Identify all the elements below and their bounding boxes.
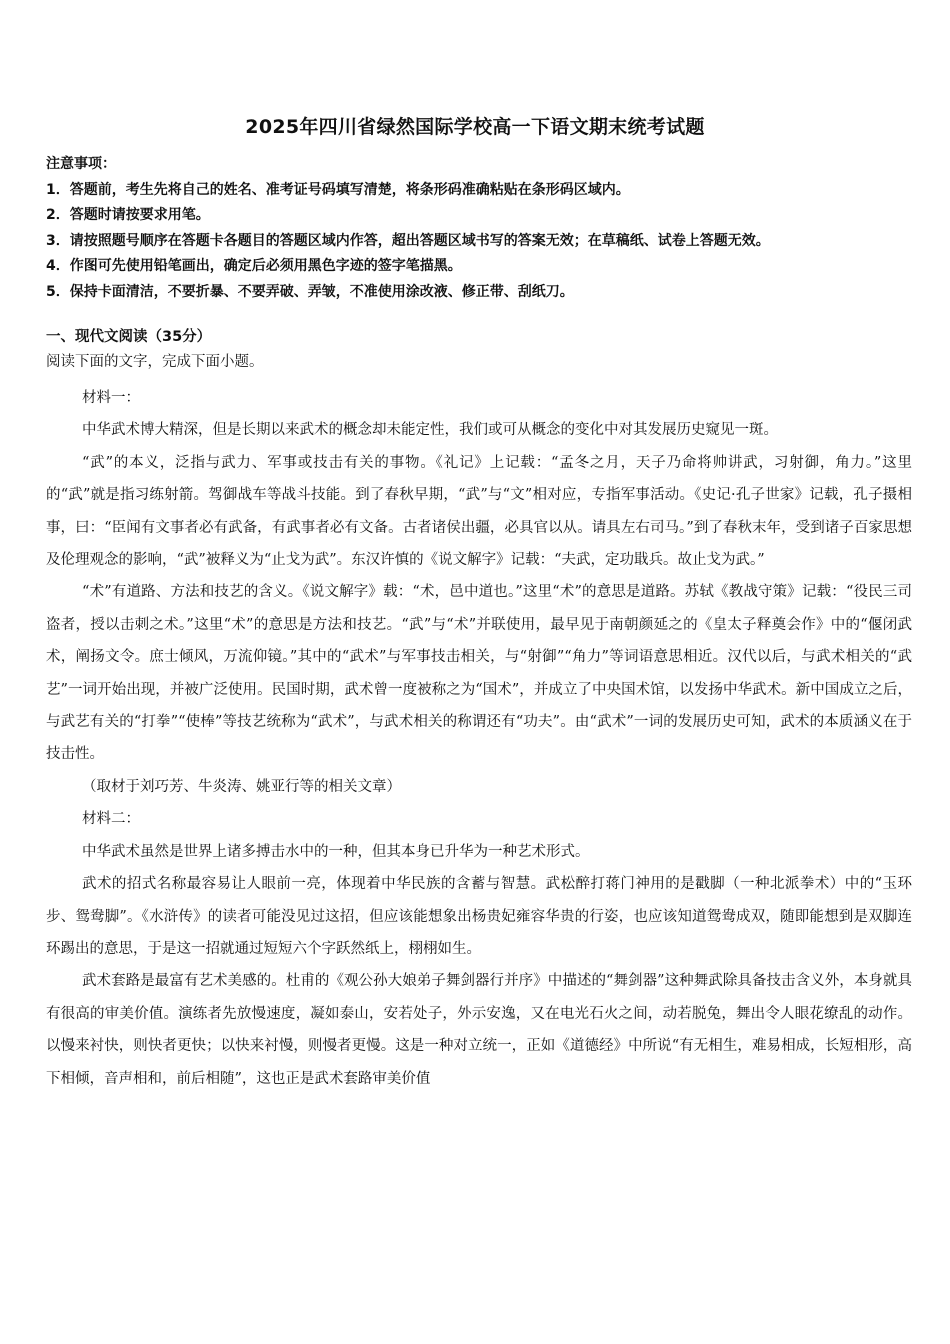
material-2-label: 材料二： <box>82 811 140 828</box>
page-title: 2025年四川省绿然国际学校高一下语文期末统考试题 <box>245 116 705 138</box>
material-2-paragraph-2: 武术的招式名称最容易让人眼前一亮，体现着中华民族的含蓄与智慧。武松醉打蒋门神用的是戳脚（一种北派拳术）中的“玉环步、鸳鸯脚”。《水浒传》的读者可能没见过这招，但应该能想象出杨贵妃雍容华贵的行姿，也应该知道鸳鸯成双，随即能想到是双脚连环踢出的意思，于是这一招就通过短短六个字跃然纸上，栩栩如生。 <box>46 876 912 957</box>
material-1-paragraph-2: “武”的本义，泛指与武力、军事或技击有关的事物。《礼记》上记载：“孟冬之月，天子乃命将帅讲武，习射御，角力。”这里的“武”就是指习练射箭。驾御战车等战斗技能。到了春秋早期，“武”与“文”相对应，专指军事活动。《史记·孔子世家》记载，孔子摄相事，曰：“臣闻有文事者必有武备，有武事者必有文备。古者诸侯出疆，必具官以从。请具左右司马。”到了春秋末年，受到诸子百家思想及伦理观念的影响，“武”被释义为“止戈为武”。东汉许慎的《说文解字》记载：“夫武，定功戢兵。故止戈为武。” <box>46 454 912 569</box>
material-1-label: 材料一： <box>82 390 140 406</box>
section-instruction: 阅读下面的文字，完成下面小题。 <box>46 354 264 370</box>
material-1-paragraph-1: 中华武术博大精深，但是长期以来武术的概念却未能定性，我们或可从概念的变化中对其发展历史窥见一斑。 <box>82 422 778 439</box>
notice-item: 2．答题时请按要求用笔。 <box>46 207 210 223</box>
notice-item: 4．作图可先使用铅笔画出，确定后必须用黑色字迹的签字笔描黑。 <box>46 258 462 274</box>
material-2-paragraph-3: 武术套路是最富有艺术美感的。杜甫的《观公孙大娘弟子舞剑器行并序》中描述的“舞剑器”这种舞武除具备技击含义外，本身就具有很高的审美价值。演练者先放慢速度，凝如泰山，安若处子，外示安逸，又在电光石火之间，动若脱兔，舞出令人眼花缭乱的动作。以慢来衬快，则快者更快；以快来衬慢，则慢者更慢。这是一种对立统一，正如《道德经》中所说“有无相生，难易相成，长短相形，高下相倾，音声相和，前后相随”，这也正是武术套路审美价值 <box>46 973 912 1087</box>
notice-item: 3．请按照题号顺序在答题卡各题目的答题区域内作答，超出答题区域书写的答案无效；在草稿纸、试卷上答题无效。 <box>46 232 770 249</box>
reading-passage <box>46 382 912 1095</box>
notice-heading: 注意事项： <box>46 156 116 172</box>
material-1-source: （取材于刘巧芳、牛炎涛、姚亚行等的相关文章） <box>82 778 401 795</box>
notice-item: 1．答题前，考生先将自己的姓名、准考证号码填写清楚，将条形码准确粘贴在条形码区域内。 <box>46 181 630 198</box>
section-heading: 一、现代文阅读（35分） <box>46 329 212 345</box>
notice-block <box>46 152 916 305</box>
material-1-paragraph-3: “术”有道路、方法和技艺的含义。《说文解字》载：“术，邑中道也。”这里“术”的意思是道路。苏轼《教战守策》记载：“役民三司盗者，授以击刺之术。”这里“术”的意思是方法和技艺。“武”与“术”并联使用，最早见于南朝颜延之的《皇太子释奠会作》中的“偃闭武术，阐扬文令。庶士倾风，万流仰镜。”其中的“武术”与军事技击相关，与“射御”“角力”等词语意思相近。汉代以后，与武术相关的“武艺”一词开始出现，并被广泛使用。民国时期，武术曾一度被称之为“国术”，并成立了中央国术馆，以发扬中华武术。新中国成立之后，与武艺有关的“打拳”“使棒”等技艺统称为“武术”，与武术相关的称谓还有“功夫”。由“武术”一词的发展历史可知，武术的本质涵义在于技击性。 <box>46 584 912 763</box>
material-2-paragraph-1: 中华武术虽然是世界上诸多搏击水中的一种，但其本身已升华为一种艺术形式。 <box>82 843 590 860</box>
notice-item: 5．保持卡面清洁，不要折暴、不要弄破、弄皱，不准使用涂改液、修正带、刮纸刀。 <box>46 283 574 300</box>
